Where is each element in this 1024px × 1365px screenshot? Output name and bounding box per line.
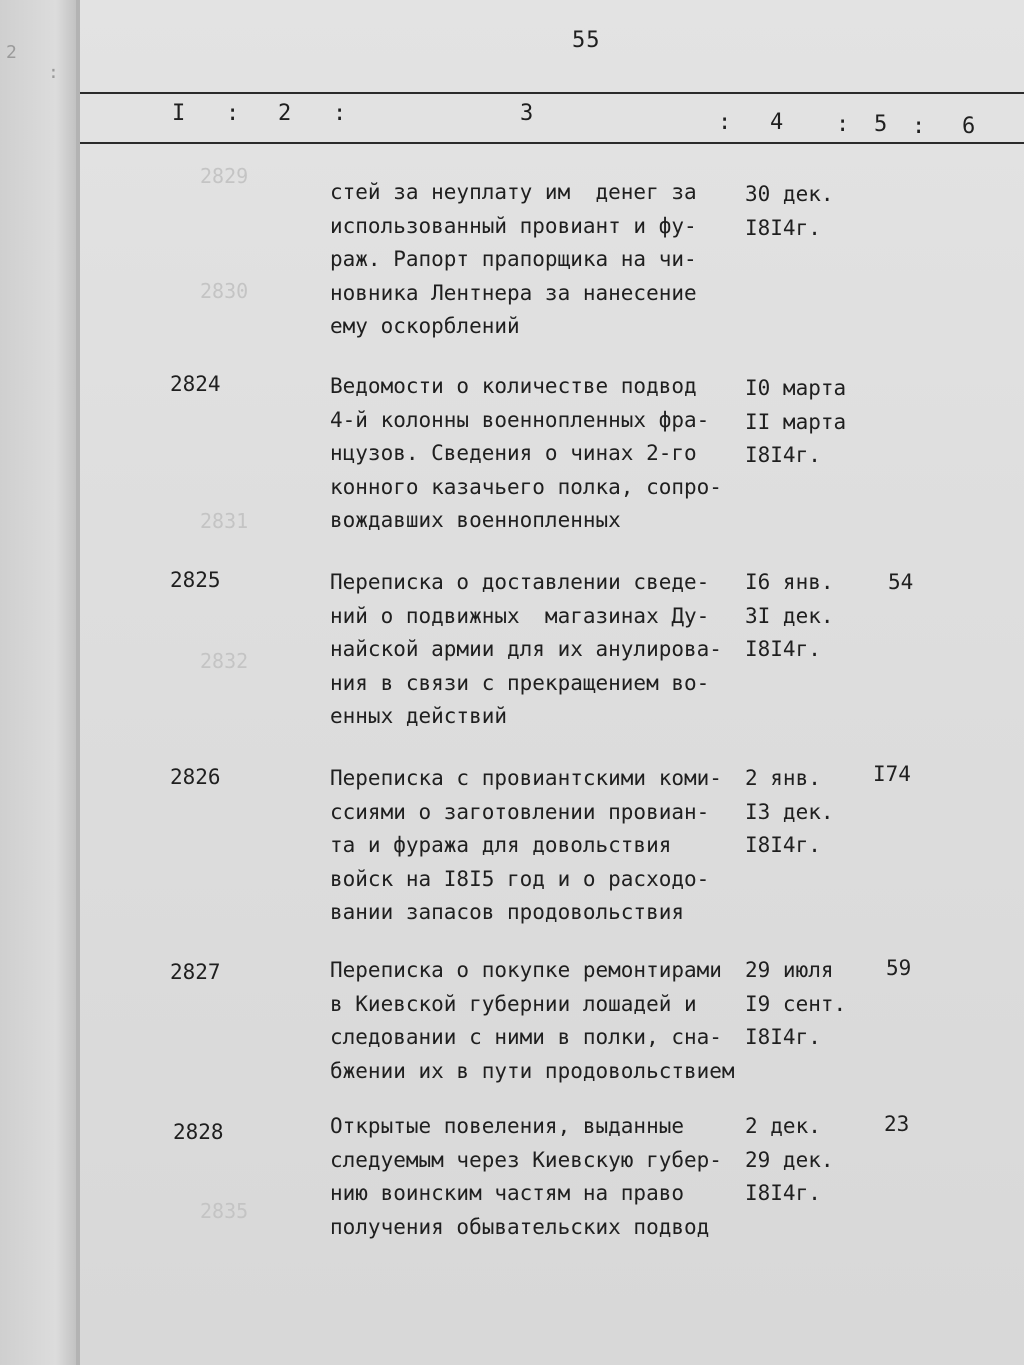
entry-dates: 2 дек. 29 дек. I8I4г. (745, 1114, 834, 1205)
adjacent-page-mark: 2 (6, 42, 17, 63)
page-number: 55 (572, 28, 601, 53)
entry-sheets: I74 (873, 762, 911, 786)
column-separator: : (333, 101, 347, 126)
bleed-through-text: 2832 (200, 649, 249, 673)
entry-number: 2824 (170, 372, 221, 396)
entry-number: 2827 (170, 960, 221, 984)
header-rule-bottom (80, 142, 1024, 144)
entry-description: Открытые повеления, выданные следуемым через Киевскую губер- нию воинским частям на право получения обывательских подвод (330, 1114, 722, 1239)
entry-number: 2826 (170, 765, 221, 789)
column-header-4: 4 (770, 110, 784, 135)
column-header-1: I (172, 101, 186, 126)
column-separator: : (836, 112, 850, 137)
entry-description: Переписка с провиантскими коми- ссиями о заготовлении провиан- та и фуража для довольствия войск на I8I5 год и о расходо- вании запасов продовольствия (330, 766, 722, 924)
column-separator: : (718, 110, 732, 135)
entry-dates: 29 июля I9 сент. I8I4г. (745, 958, 847, 1049)
entry-description: Переписка о доставлении сведе- ний о подвижных магазинах Ду- найской армии для их анулирова- ния в связи с прекращением во- енных действий (330, 570, 722, 728)
column-separator: : (226, 101, 240, 126)
header-rule-top (80, 92, 1024, 94)
column-header-5: 5 (874, 112, 888, 137)
bleed-through-text: 2830 (200, 279, 249, 303)
bleed-through-text: 2831 (200, 509, 249, 533)
entry-description: стей за неуплату им денег за использованный провиант и фу- раж. Рапорт прапорщика на чи- новника Лентнера за нанесение ему оскорблений (330, 180, 697, 338)
entry-dates: I6 янв. 3I дек. I8I4г. (745, 570, 834, 661)
adjacent-page-edge (0, 0, 80, 1365)
entry-sheets: 59 (886, 956, 912, 980)
entry-dates: I0 марта II марта I8I4г. (745, 376, 847, 467)
bleed-through-text: 2829 (200, 164, 249, 188)
entry-sheets: 54 (888, 570, 914, 594)
column-separator: : (912, 114, 926, 139)
entry-dates: 30 дек. I8I4г. (745, 182, 834, 240)
entry-sheets: 23 (884, 1112, 910, 1136)
entry-number: 2825 (170, 568, 221, 592)
entry-description: Ведомости о количестве подвод 4-й колонны военнопленных фра- нцузов. Сведения о чинах 2-го конного казачьего полка, сопро- вождавших военнопленных (330, 374, 722, 532)
column-header-6: 6 (962, 114, 976, 139)
entry-dates: 2 янв. I3 дек. I8I4г. (745, 766, 834, 857)
bleed-through-text: 2835 (200, 1199, 249, 1223)
entry-description: Переписка о покупке ремонтирами в Киевской губернии лошадей и следовании с ними в полки, сна- бжении их в пути продовольствием (330, 958, 735, 1083)
column-header-3: 3 (520, 101, 534, 126)
adjacent-page-mark: : (48, 62, 59, 83)
column-header-2: 2 (278, 101, 292, 126)
entry-number: 2828 (173, 1120, 224, 1144)
